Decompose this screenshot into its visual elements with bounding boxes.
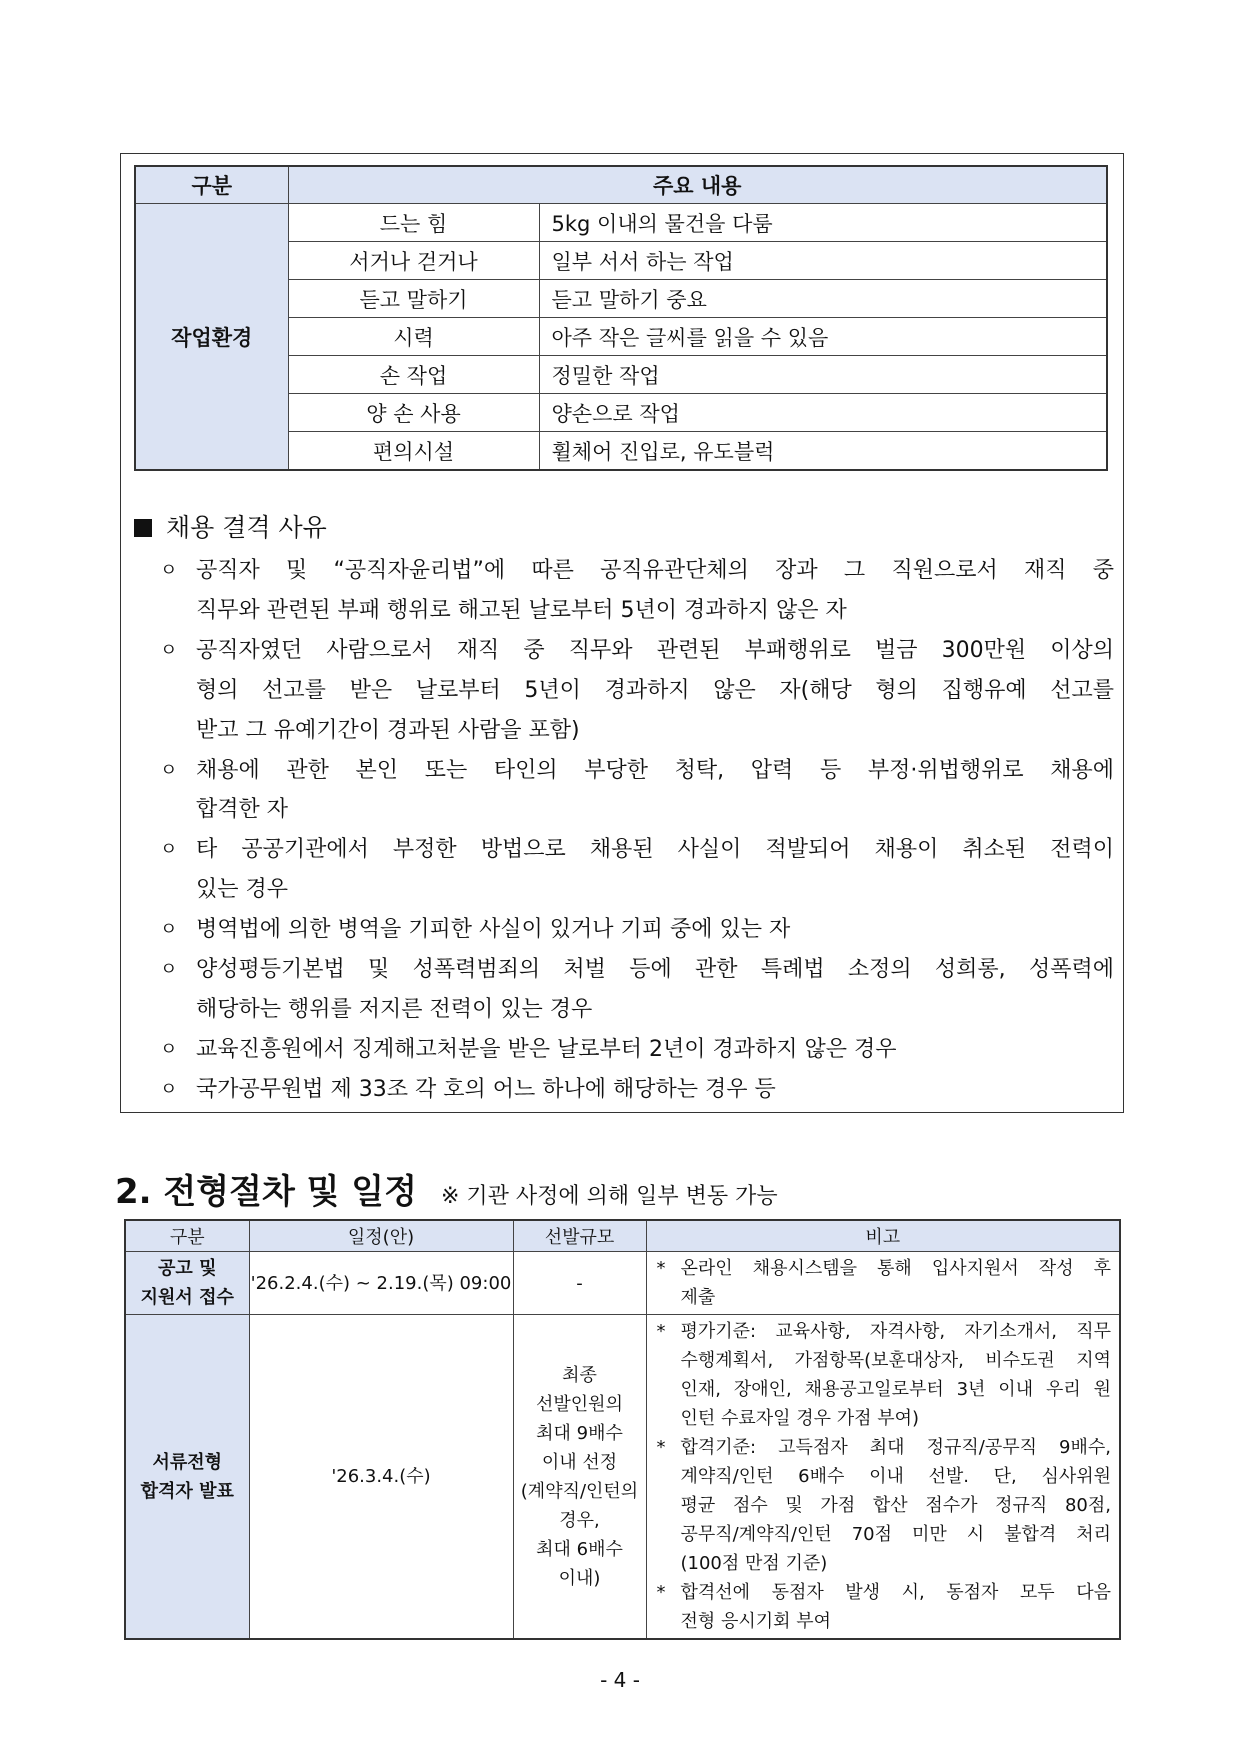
item-cell: 듣고 말하기: [288, 280, 539, 318]
remark-line: 인재, 장애인, 채용공고일로부터 3년 이내 우리 원: [680, 1379, 1111, 1400]
table-row: [125, 1252, 1120, 1315]
scale-line: 경우,: [559, 1509, 600, 1531]
scale-line: 이내 선정: [541, 1451, 618, 1473]
list-item: [160, 950, 1114, 1030]
scale-cell: [513, 1315, 646, 1640]
list-item-line: 국가공무원법 제 33조 각 호의 어느 하나에 해당하는 경우 등: [196, 1076, 776, 1102]
section2-note: ※ 기관 사정에 의해 일부 변동 가능: [441, 1184, 778, 1209]
remarks-cell: [646, 1252, 1120, 1315]
scale-line: 선발인원의: [536, 1393, 623, 1415]
list-item: [160, 1070, 1114, 1110]
item-cell: 손 작업: [288, 356, 539, 394]
list-item-line: 공직자였던 사람으로서 재직 중 직무와 관련된 부패행위로 벌금 300만원 이상의: [196, 637, 1114, 663]
header-category: 구분: [125, 1220, 249, 1252]
remark-item: [657, 1433, 1112, 1578]
category-line: 합격자 발표: [140, 1480, 234, 1502]
list-item-line: 채용에 관한 본인 또는 타인의 부당한 청탁, 압력 등 부정·위법행위로 채용에: [196, 757, 1114, 783]
item-cell: 드는 힘: [288, 204, 539, 242]
schedule-cell: '26.2.4.(수) ~ 2.19.(목) 09:00: [249, 1252, 513, 1315]
scale-cell: [513, 1252, 646, 1315]
remark-line: 계약직/인턴 6배수 이내 선발. 단, 심사위원: [680, 1466, 1111, 1487]
category-line: 지원서 접수: [140, 1287, 234, 1308]
disqualification-list: [160, 551, 1114, 1110]
item-cell: 시력: [288, 318, 539, 356]
category-cell: 작업환경: [135, 204, 288, 471]
list-item-line: 해당하는 행위를 저지른 전력이 있는 경우: [196, 996, 593, 1022]
table-row: [125, 1315, 1120, 1640]
section-title: 채용 결격 사유: [166, 513, 327, 542]
remark-item: [657, 1578, 1112, 1636]
table-row: [135, 204, 1107, 242]
remark-line: (100점 만점 기준): [680, 1553, 828, 1574]
list-item: [160, 751, 1114, 831]
list-item-line: 양성평등기본법 및 성폭력범죄의 처벌 등에 관한 특례법 소정의 성희롱, 성폭력에: [196, 957, 1114, 983]
circle-bullet-icon: ㅇ: [160, 759, 178, 781]
scale-line: -: [576, 1272, 583, 1294]
remark-line: 제출: [680, 1287, 716, 1308]
section2-heading: [115, 1168, 778, 1221]
detail-cell: 일부 서서 하는 작업: [539, 242, 1107, 280]
detail-cell: 듣고 말하기 중요: [539, 280, 1107, 318]
remark-line: 평가기준: 교육사항, 자격사항, 자기소개서, 직무: [680, 1321, 1111, 1342]
remark-line: 공무직/계약직/인턴 70점 미만 시 불합격 처리: [680, 1524, 1111, 1545]
circle-bullet-icon: ㅇ: [160, 919, 178, 941]
category-cell: [125, 1252, 249, 1315]
category-line: 서류전형: [152, 1451, 223, 1473]
remark-line: 합격기준: 고득점자 최대 정규직/공무직 9배수,: [680, 1437, 1111, 1458]
circle-bullet-icon: ㅇ: [160, 639, 178, 661]
list-item: [160, 551, 1114, 631]
section-heading: [134, 510, 327, 546]
header-category: 구분: [135, 166, 288, 204]
list-item-line: 합격한 자: [196, 797, 289, 823]
schedule-cell: '26.3.4.(수): [249, 1315, 513, 1640]
remark-item: [657, 1317, 1112, 1433]
item-cell: 서거나 걷거나: [288, 242, 539, 280]
detail-cell: 정밀한 작업: [539, 356, 1107, 394]
list-item: [160, 910, 1114, 950]
scale-line: 이내): [558, 1567, 601, 1589]
work-environment-table: [134, 165, 1108, 471]
item-cell: 편의시설: [288, 432, 539, 471]
list-item: [160, 830, 1114, 910]
category-line: 공고 및: [158, 1258, 217, 1279]
category-cell: [125, 1315, 249, 1640]
remarks-cell: [646, 1315, 1120, 1640]
remark-line: 전형 응시기회 부여: [680, 1611, 832, 1632]
scale-line: 최종: [562, 1364, 597, 1386]
remark-line: 수행계획서, 가점항목(보훈대상자, 비수도권 지역: [680, 1350, 1111, 1371]
circle-bullet-icon: ㅇ: [160, 560, 178, 581]
list-item-line: 공직자 및 “공직자윤리법”에 따른 공직유관단체의 장과 그 직원으로서 재직 중: [196, 558, 1114, 583]
list-item: [160, 1030, 1114, 1070]
asterisk-marker: *: [656, 1582, 666, 1603]
remark-line: 평균 점수 및 가점 합산 점수가 정규직 80점,: [680, 1495, 1111, 1516]
list-item-line: 있는 경우: [196, 877, 289, 903]
list-item-line: 병역법에 의한 병역을 기피한 사실이 있거나 기피 중에 있는 자: [196, 917, 791, 943]
scale-line: (계약직/인턴의: [520, 1480, 639, 1502]
remark-line: 온라인 채용시스템을 통해 입사지원서 작성 후: [680, 1258, 1111, 1279]
square-bullet-icon: [134, 519, 152, 537]
section2-title: 2. 전형절차 및 일정: [115, 1172, 417, 1212]
detail-cell: 양손으로 작업: [539, 394, 1107, 432]
scale-line: 최대 6배수: [536, 1538, 623, 1560]
asterisk-marker: *: [656, 1437, 666, 1458]
header-schedule: 일정(안): [249, 1220, 513, 1252]
list-item: [160, 631, 1114, 751]
list-item-line: 받고 그 유예기간이 경과된 사람을 포함): [196, 717, 580, 743]
remark-line: 합격선에 동점자 발생 시, 동점자 모두 다음: [680, 1582, 1111, 1603]
circle-bullet-icon: ㅇ: [160, 839, 178, 861]
header-remarks: 비고: [646, 1220, 1120, 1252]
detail-cell: 5kg 이내의 물건을 다룸: [539, 204, 1107, 242]
header-scale: 선발규모: [513, 1220, 646, 1252]
item-cell: 양 손 사용: [288, 394, 539, 432]
detail-cell: 아주 작은 글씨를 읽을 수 있음: [539, 318, 1107, 356]
list-item-line: 타 공공기관에서 부정한 방법으로 채용된 사실이 적발되어 채용이 취소된 전력이: [196, 837, 1114, 863]
detail-cell: 휠체어 진입로, 유도블럭: [539, 432, 1107, 471]
list-item-line: 교육진흥원에서 징계해고처분을 받은 날로부터 2년이 경과하지 않은 경우: [196, 1036, 897, 1062]
circle-bullet-icon: ㅇ: [160, 959, 178, 981]
page-number: - 4 -: [600, 1668, 640, 1692]
circle-bullet-icon: ㅇ: [160, 1078, 178, 1100]
asterisk-marker: *: [656, 1258, 666, 1279]
list-item-line: 형의 선고를 받은 날로부터 5년이 경과하지 않은 자(해당 형의 집행유예 선고를: [196, 677, 1114, 703]
schedule-table: [124, 1219, 1121, 1640]
remark-item: [657, 1254, 1112, 1312]
circle-bullet-icon: ㅇ: [160, 1038, 178, 1060]
remark-line: 인턴 수료자일 경우 가점 부여): [680, 1408, 920, 1429]
scale-line: 최대 9배수: [536, 1422, 623, 1444]
asterisk-marker: *: [656, 1321, 666, 1342]
list-item-line: 직무와 관련된 부패 행위로 해고된 날로부터 5년이 경과하지 않은 자: [196, 597, 847, 623]
header-main-content: 주요 내용: [288, 166, 1107, 204]
